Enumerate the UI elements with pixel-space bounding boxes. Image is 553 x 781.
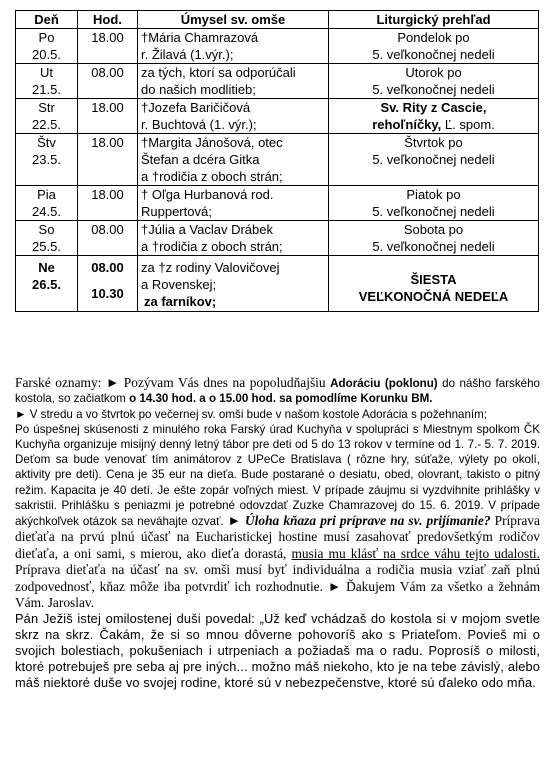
liturgy-line: Štvrtok po <box>404 135 463 150</box>
liturgy-line: 5. veľkonočnej nedeli <box>372 82 495 97</box>
mass-time: 08.00 <box>91 222 124 237</box>
mass-time: 10.30 <box>91 286 124 301</box>
mass-time: 08.00 <box>91 260 124 275</box>
header-liturgy: Liturgický prehľad <box>329 11 539 29</box>
table-row <box>16 29 539 64</box>
day-date: 25.5. <box>32 239 61 254</box>
day-date: 21.5. <box>32 82 61 97</box>
day-cell <box>16 256 78 312</box>
header-hour: Hod. <box>78 11 138 29</box>
intention-cell <box>138 221 329 256</box>
liturgy-line: 5. veľkonočnej nedeli <box>372 204 495 219</box>
liturgy-cell <box>329 134 539 186</box>
liturgy-cell <box>329 64 539 99</box>
intention-line: r. Žilavá (1.výr.); <box>141 47 234 62</box>
intention-line: za farníkov; <box>144 294 217 309</box>
intention-line: za †z rodiny Valovičovej <box>141 260 280 275</box>
day-name: Ne <box>38 260 55 275</box>
day-cell <box>16 64 78 99</box>
hour-cell <box>78 256 138 312</box>
intention-cell <box>138 99 329 134</box>
day-cell <box>16 221 78 256</box>
day-name: So <box>38 222 55 237</box>
hour-cell <box>78 29 138 64</box>
day-name: Pia <box>37 187 56 202</box>
liturgy-line: Sobota po <box>403 222 464 237</box>
day-name: Str <box>38 100 55 115</box>
intention-line: za tých, ktorí sa odporúčali <box>141 65 296 80</box>
announcement-quote: Pán Ježiš istej omilostenej duši povedal: „Už keď vchádzaš do kostola si v mojom svetle skrz na skrz. Čakám, že si so mnou dôverne pohovoríš ako s Priateľom. Povieš mi o svojich bolestiach, pokušeniach i utrpeniach a požiadaš ma o radu. Poprosíš o milosti, ktoré potrebuješ pre seba aj pre iných... možno máš niekoho, kto je na tebe závislý, alebo máš niektoré duše vo svojej rodine, ktoré sú v nebezpečenstve, ktoré sú ďaleko odo mňa. <box>15 611 540 691</box>
day-date: 20.5. <box>32 47 61 62</box>
intention-line: †Mária Chamrazová <box>141 30 259 45</box>
intention-line: Štefan a dcéra Gitka <box>141 152 260 167</box>
intention-line: †Margita Jánošová, otec <box>141 135 283 150</box>
feast-rank: Ľ. spom. <box>441 117 495 132</box>
table-row <box>16 99 539 134</box>
header-day: Deň <box>16 11 78 29</box>
intention-line: †Júlia a Vaclav Drábek <box>141 222 273 237</box>
table-row <box>16 186 539 221</box>
liturgy-line: ŠIESTA <box>410 271 457 287</box>
intention-cell <box>138 134 329 186</box>
day-date: 23.5. <box>32 152 61 167</box>
liturgy-cell <box>329 29 539 64</box>
intention-cell <box>138 29 329 64</box>
intention-cell <box>138 186 329 221</box>
parish-announcements <box>15 375 540 691</box>
liturgy-line: Pondelok po <box>397 30 470 45</box>
mass-time: 18.00 <box>91 100 124 115</box>
liturgy-line: 5. veľkonočnej nedeli <box>372 47 495 62</box>
hour-cell <box>78 221 138 256</box>
intention-line: †Jozefa Baričičová <box>141 100 251 115</box>
day-date: 24.5. <box>32 204 61 219</box>
day-cell <box>16 186 78 221</box>
intention-line: do našich modlitieb; <box>141 82 256 97</box>
day-cell <box>16 29 78 64</box>
liturgy-cell <box>329 221 539 256</box>
table-row <box>16 64 539 99</box>
liturgy-line: 5. veľkonočnej nedeli <box>372 152 495 167</box>
mass-time: 18.00 <box>91 135 124 150</box>
day-date: 26.5. <box>32 277 61 292</box>
day-date: 22.5. <box>32 117 61 132</box>
announcement-weekday-adoration: ► V stredu a vo štvrtok po večernej sv. omši bude v našom kostole Adorácia s požehnaním; <box>15 407 488 421</box>
mass-time: 18.00 <box>91 187 124 202</box>
liturgy-line: 5. veľkonočnej nedeli <box>372 239 495 254</box>
feast-name: Sv. Rity z Cascie, <box>380 100 487 115</box>
table-header-row <box>16 11 539 29</box>
header-intention: Úmysel sv. omše <box>138 11 329 29</box>
hour-cell <box>78 99 138 134</box>
feast-title: rehoľníčky, <box>372 117 442 132</box>
liturgy-cell <box>329 186 539 221</box>
day-cell <box>16 134 78 186</box>
intention-line: Ruppertová; <box>141 204 212 219</box>
liturgy-cell <box>329 256 539 312</box>
intention-cell <box>138 256 329 312</box>
hour-cell <box>78 64 138 99</box>
day-name: Ut <box>40 65 53 80</box>
table-row <box>16 256 539 312</box>
day-cell <box>16 99 78 134</box>
intention-line: a Rovenskej; <box>141 277 217 292</box>
liturgy-line: VEĽKONOČNÁ NEDEĽA <box>358 288 509 304</box>
intention-line: r. Buchtová (1. výr.); <box>141 117 257 132</box>
intention-line: a †rodičia z oboch strán; <box>141 239 283 254</box>
table-row <box>16 221 539 256</box>
liturgy-line: Utorok po <box>405 65 462 80</box>
day-name: Po <box>38 30 55 45</box>
intention-line: † Oľga Hurbanová rod. <box>141 187 274 202</box>
table-row <box>16 134 539 186</box>
hour-cell <box>78 134 138 186</box>
intention-line: a †rodičia z oboch strán; <box>141 169 283 184</box>
liturgy-line: Piatok po <box>406 187 461 202</box>
mass-time: 18.00 <box>91 30 124 45</box>
announcement-adoration: Farské oznamy: ► Pozývam Vás dnes na popoludňajšiu Adoráciu (poklonu) do nášho farského kostola, so začiatkom o 14.30 hod. a o 15.00 hod. sa pomodlíme Korunku BM. <box>15 375 540 406</box>
day-name: Štv <box>37 135 56 150</box>
announcement-summer-camp: Po úspešnej skúsenosti z minulého roka Farský úrad Kuchyňa v spolupráci s Miestnym spolkom ČK Kuchyňa organizuje misijný denný letný tábor pre deti od 5 do 13 rokov v termíne od 1. 7.- 5. 7. 2019. Deťom sa bude venovať tím animátorov z UPeCe Bratislava ( rôzne hry, súťaže, výlety po okolí, aktivity pre deti). Cena je 35 eur na dieťa. Bude postarané o desiatu, obed, olovrant, takisto o pitný režim. Kapacita je 40 detí. Je ešte zopár voľných miest. V prípade záujmu si vyzdvihnite prihlášky v sakristii. Prihlášku s peniazmi je potrebné odovzdať Zuzke Chamrazovej do 15. 6. 2019. V prípade akýchkoľvek otázok sa neváhajte ozvať. ► Úloha kňaza pri príprave na sv. prijímanie? Príprava dieťaťa na prvú plnú účasť na Eucharistickej hostine musí zasahovať predovšetkým rodičov dieťaťa, a oni sami, s mierou, ako dieťa dorastá, musia mu klásť na srdce váhu tejto udalosti. Príprava dieťaťa na účasť na sv. omši musí byť individuálna a rodičia musia vziať zaň plnú zodpovednosť, kňaz môže iba potvrdiť ich rozhodnutie. ► Ďakujem Vám za všetko a žehnám Vám. Jaroslav. <box>15 422 541 611</box>
mass-time: 08.00 <box>91 65 124 80</box>
intention-cell <box>138 64 329 99</box>
mass-schedule-table <box>15 10 539 312</box>
liturgy-cell <box>329 99 539 134</box>
hour-cell <box>78 186 138 221</box>
